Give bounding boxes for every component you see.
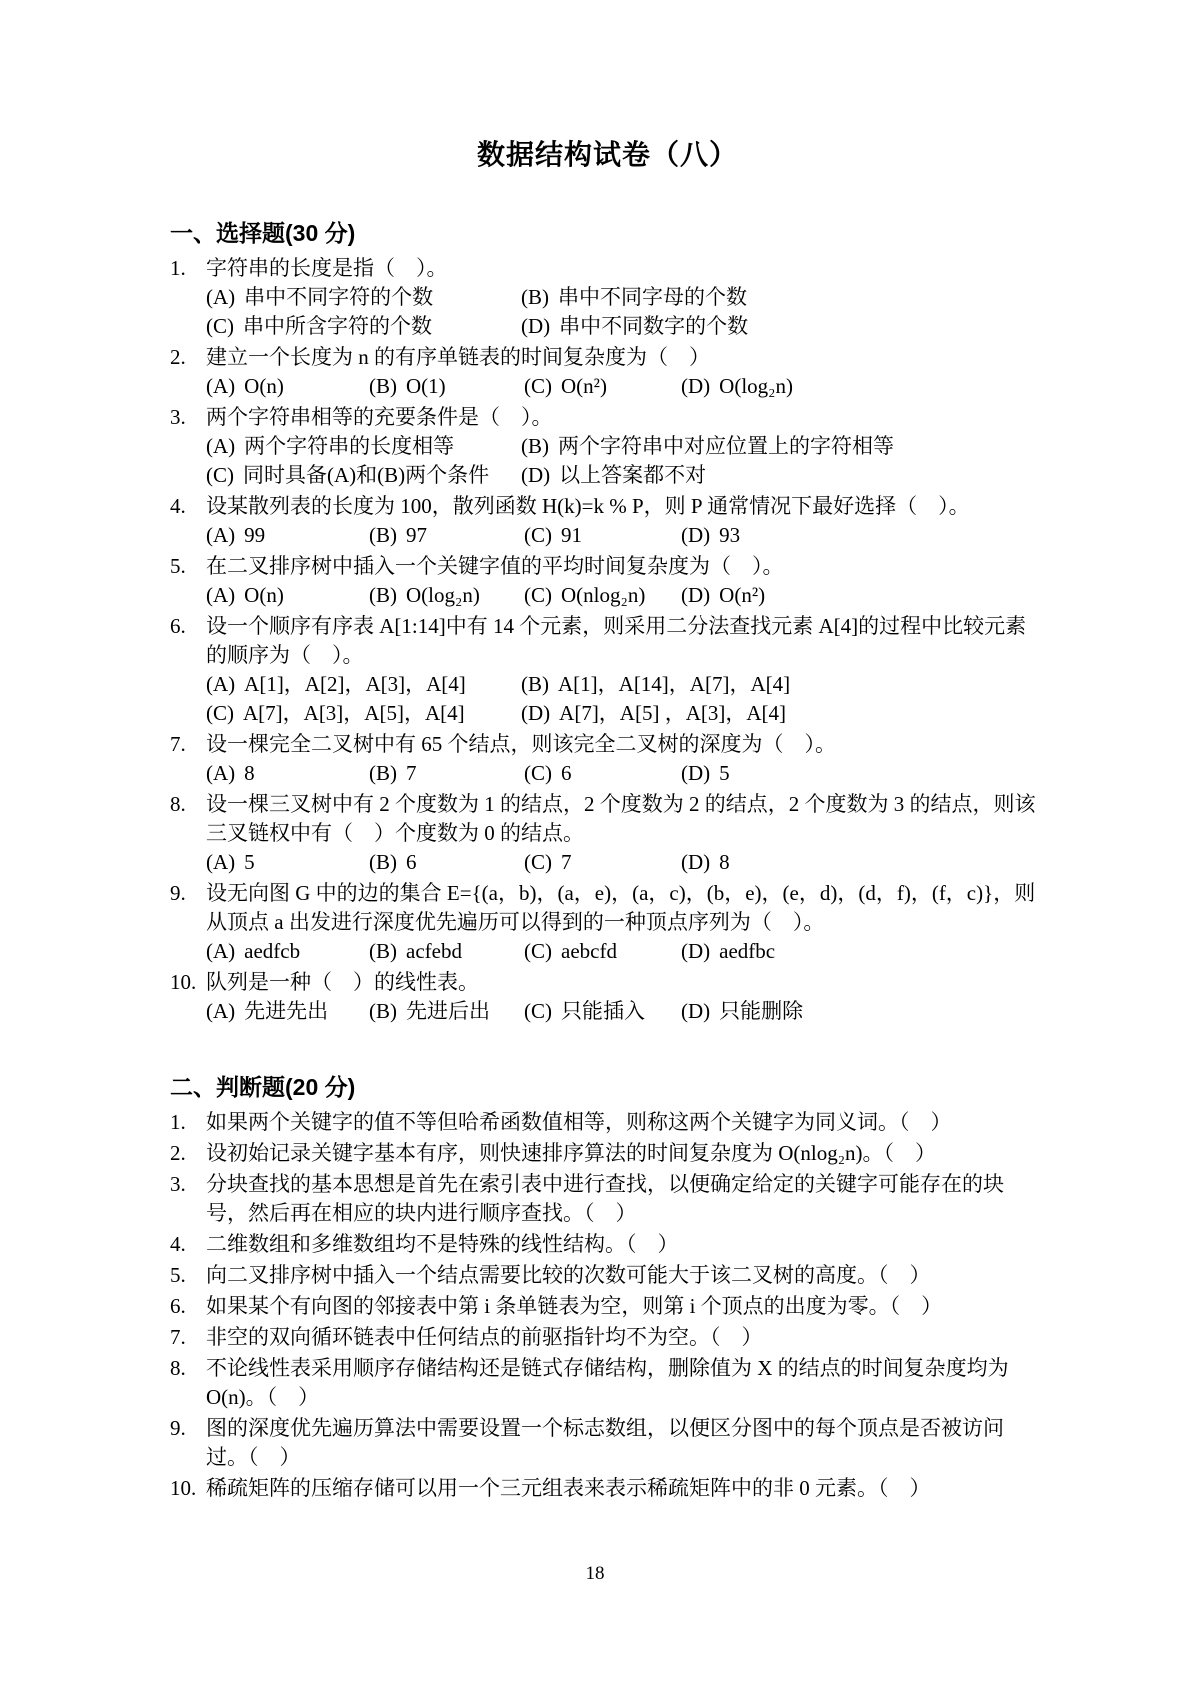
option-label: (B) [369, 850, 397, 874]
option-text: 串中所含字符的个数 [243, 314, 432, 338]
option-text: 97 [406, 523, 427, 547]
option-text: 同时具备(A)和(B)两个条件 [243, 463, 490, 487]
option-label: (A) [206, 583, 236, 607]
question-number: 10. [170, 970, 197, 994]
question-number: 1. [170, 1110, 186, 1134]
option [369, 997, 524, 1026]
question-text: 二维数组和多维数组均不是特殊的线性结构。（ ） [206, 1232, 679, 1256]
option-text: aebcfd [561, 939, 617, 963]
option-label: (B) [369, 374, 397, 398]
option-label: (D) [521, 463, 551, 487]
option-label: (B) [521, 285, 549, 309]
question-text: 设某散列表的长度为 100，散列函数 H(k)=k % P，则 P 通常情况下最好选择（ ）。 [206, 494, 970, 518]
option-text: 8 [719, 850, 730, 874]
option-label: (B) [521, 434, 549, 458]
option [681, 581, 1045, 610]
question-text: 字符串的长度是指（ ）。 [206, 256, 448, 280]
option-label: (C) [206, 701, 234, 725]
option-row [206, 699, 1045, 728]
option-label: (A) [206, 761, 236, 785]
option [524, 848, 681, 877]
option [521, 699, 1045, 728]
question [170, 1292, 1045, 1321]
question-text: 非空的双向循环链表中任何结点的前驱指针均不为空。（ ） [206, 1325, 763, 1349]
question-number: 6. [170, 1294, 186, 1318]
option-label: (A) [206, 939, 236, 963]
question-number: 10. [170, 1476, 197, 1500]
option-text: A[7]，A[3]，A[5]，A[4] [243, 701, 465, 725]
option-label: (A) [206, 374, 236, 398]
question-number: 2. [170, 345, 186, 369]
option-row [206, 461, 1045, 490]
question-number: 5. [170, 554, 186, 578]
option-text: 串中不同数字的个数 [559, 314, 749, 338]
option [369, 937, 524, 966]
question-body [206, 879, 1045, 966]
option-text: 5 [719, 761, 730, 785]
question-body [206, 492, 1045, 550]
section-multiple-choice [170, 219, 1045, 1026]
option-label: (D) [521, 314, 551, 338]
question-number: 2. [170, 1141, 186, 1165]
question-body [206, 1139, 1045, 1168]
option [206, 848, 369, 877]
option-label: (B) [369, 761, 397, 785]
option-row [206, 521, 1045, 550]
option-text: acfebd [406, 939, 462, 963]
question-body [206, 1474, 1045, 1503]
option [206, 699, 521, 728]
option [206, 759, 369, 788]
question-text: 分块查找的基本思想是首先在索引表中进行查找，以便确定给定的关键字可能存在的块号，然后再在相应的块内进行顺序查找。（ ） [206, 1172, 1004, 1225]
option [369, 372, 524, 401]
question-text: 建立一个长度为 n 的有序单链表的时间复杂度为（ ） [206, 345, 710, 369]
option [206, 937, 369, 966]
option-row [206, 848, 1045, 877]
question [170, 343, 1045, 401]
question-list-true-false [170, 1108, 1045, 1503]
question-number: 3. [170, 1172, 186, 1196]
option-text: O(n²) [561, 374, 607, 398]
question [170, 254, 1045, 341]
option-text: 5 [244, 850, 255, 874]
option-label: (C) [524, 761, 552, 785]
question-number: 3. [170, 405, 186, 429]
question [170, 1230, 1045, 1259]
option [521, 283, 1045, 312]
option-text: 先进先出 [244, 999, 329, 1023]
option-row [206, 670, 1045, 699]
option-text: 6 [561, 761, 572, 785]
option-row [206, 283, 1045, 312]
option-label: (C) [524, 850, 552, 874]
option-text: A[7]，A[5] ，A[3]，A[4] [559, 701, 787, 725]
option [521, 461, 1045, 490]
question [170, 1108, 1045, 1137]
option-label: (A) [206, 672, 236, 696]
option [206, 581, 369, 610]
question [170, 1323, 1045, 1352]
option [369, 581, 524, 610]
option-row [206, 581, 1045, 610]
page-number: 18 [585, 1563, 605, 1584]
option-label: (A) [206, 850, 236, 874]
option-label: (C) [524, 939, 552, 963]
option-label: (D) [681, 999, 711, 1023]
option [524, 372, 681, 401]
option [521, 670, 1045, 699]
section-true-false [170, 1073, 1045, 1503]
question-text: 在二叉排序树中插入一个关键字值的平均时间复杂度为（ ）。 [206, 554, 784, 578]
question-body [206, 1292, 1045, 1321]
question-body [206, 1323, 1045, 1352]
option-text: 7 [561, 850, 572, 874]
option [206, 670, 521, 699]
option-label: (B) [369, 583, 397, 607]
option-label: (D) [681, 523, 711, 547]
question-number: 9. [170, 1416, 186, 1440]
option-text: 以上答案都不对 [559, 463, 707, 487]
question [170, 879, 1045, 966]
question [170, 403, 1045, 490]
option-label: (D) [521, 701, 551, 725]
option-row [206, 372, 1045, 401]
option [369, 521, 524, 550]
option-label: (C) [206, 463, 234, 487]
option [681, 997, 1045, 1026]
option-text: 91 [561, 523, 582, 547]
option-text: 先进后出 [406, 999, 490, 1023]
question-body [206, 790, 1045, 877]
option-label: (D) [681, 374, 711, 398]
question-list-multiple-choice [170, 254, 1045, 1026]
option-text: aedfbc [719, 939, 776, 963]
option-text: A[1]，A[14]，A[7]，A[4] [558, 672, 791, 696]
question [170, 1414, 1045, 1472]
option-text: 两个字符串中对应位置上的字符相等 [558, 434, 894, 458]
question-text: 设无向图 G 中的边的集合 E={(a，b)，(a，e)，(a，c)，(b，e)，(e，d)，(d，f)，(f，c)}，则从顶点 a 出发进行深度优先遍历可以得到的一种顶点序列为（ ）。 [206, 881, 1036, 934]
option-text: O(log₂n) [406, 583, 480, 607]
option-text: 串中不同字符的个数 [244, 285, 434, 309]
question-number: 8. [170, 792, 186, 816]
option-text: O(n) [244, 583, 284, 607]
option [681, 937, 1045, 966]
question-number: 7. [170, 732, 186, 756]
option [206, 372, 369, 401]
question-number: 1. [170, 256, 186, 280]
question-number: 4. [170, 494, 186, 518]
option-label: (B) [521, 672, 549, 696]
question-text: 设一个顺序有序表 A[1:14]中有 14 个元素，则采用二分法查找元素 A[4]的过程中比较元素的顺序为（ ）。 [206, 614, 1027, 667]
option-label: (D) [681, 583, 711, 607]
option-label: (D) [681, 939, 711, 963]
option-label: (D) [681, 761, 711, 785]
question-text: 设一棵三叉树中有 2 个度数为 1 的结点，2 个度数为 2 的结点，2 个度数为 3 的结点，则该三叉链权中有（ ）个度数为 0 的结点。 [206, 792, 1036, 845]
option [681, 759, 1045, 788]
question-body [206, 968, 1045, 1026]
option [206, 283, 521, 312]
question-text: 设初始记录关键字基本有序，则快速排序算法的时间复杂度为 O(nlog₂n)。（ ） [206, 1141, 937, 1165]
page-content [170, 138, 1045, 1505]
question-body [206, 612, 1045, 728]
option-text: A[1]，A[2]，A[3]，A[4] [244, 672, 466, 696]
option-row [206, 937, 1045, 966]
question [170, 1170, 1045, 1228]
question-body [206, 552, 1045, 610]
question-body [206, 254, 1045, 341]
option [681, 848, 1045, 877]
option [524, 937, 681, 966]
option [206, 521, 369, 550]
question-body [206, 343, 1045, 401]
option-label: (A) [206, 434, 236, 458]
question [170, 730, 1045, 788]
question-body [206, 1354, 1045, 1412]
option [524, 581, 681, 610]
question-text: 队列是一种（ ）的线性表。 [206, 970, 479, 994]
option-text: O(1) [406, 374, 446, 398]
option-label: (C) [206, 314, 234, 338]
option-text: O(nlog₂n) [561, 583, 646, 607]
option [524, 521, 681, 550]
question-number: 7. [170, 1325, 186, 1349]
option-label: (B) [369, 523, 397, 547]
option-label: (A) [206, 285, 236, 309]
option [521, 432, 1045, 461]
question [170, 492, 1045, 550]
option-label: (C) [524, 583, 552, 607]
option [524, 997, 681, 1026]
option-text: 只能插入 [561, 999, 645, 1023]
question-body [206, 1108, 1045, 1137]
question-body [206, 1230, 1045, 1259]
option-text: O(log₂n) [719, 374, 793, 398]
option-text: 只能删除 [719, 999, 804, 1023]
question-text: 两个字符串相等的充要条件是（ ）。 [206, 405, 553, 429]
option-row [206, 432, 1045, 461]
question [170, 1261, 1045, 1290]
option-label: (A) [206, 523, 236, 547]
option-label: (C) [524, 999, 552, 1023]
option-row [206, 759, 1045, 788]
section-true-false-heading: 二、判断题(20 分) [170, 1074, 356, 1100]
question-text: 如果两个关键字的值不等但哈希函数值相等，则称这两个关键字为同义词。（ ） [206, 1110, 952, 1134]
option-text: 8 [244, 761, 255, 785]
option [369, 759, 524, 788]
option-text: O(n) [244, 374, 284, 398]
option-label: (B) [369, 939, 397, 963]
option-label: (B) [369, 999, 397, 1023]
question-text: 如果某个有向图的邻接表中第 i 条单链表为空，则第 i 个顶点的出度为零。（ ） [206, 1294, 943, 1318]
option-text: 两个字符串的长度相等 [244, 434, 455, 458]
option-label: (A) [206, 999, 236, 1023]
option-text: aedfcb [244, 939, 301, 963]
option-label: (C) [524, 523, 552, 547]
question-body [206, 1414, 1045, 1472]
question-body [206, 730, 1045, 788]
question-number: 4. [170, 1232, 186, 1256]
option-text: 串中不同字母的个数 [558, 285, 747, 309]
question [170, 968, 1045, 1026]
question-body [206, 403, 1045, 490]
section-multiple-choice-heading: 一、选择题(30 分) [170, 220, 356, 246]
question-text: 向二叉排序树中插入一个结点需要比较的次数可能大于该二叉树的高度。（ ） [206, 1263, 931, 1287]
question [170, 790, 1045, 877]
question-text: 图的深度优先遍历算法中需要设置一个标志数组，以便区分图中的每个顶点是否被访问过。（ ） [206, 1416, 1004, 1469]
question-body [206, 1170, 1045, 1228]
option-text: O(n²) [719, 583, 766, 607]
question [170, 612, 1045, 728]
option [206, 997, 369, 1026]
option [524, 759, 681, 788]
option-text: 93 [719, 523, 741, 547]
option-text: 6 [406, 850, 417, 874]
option-row [206, 312, 1045, 341]
question-number: 6. [170, 614, 186, 638]
question-text: 设一棵完全二叉树中有 65 个结点，则该完全二叉树的深度为（ ）。 [206, 732, 836, 756]
option-row [206, 997, 1045, 1026]
option [206, 312, 521, 341]
option-label: (C) [524, 374, 552, 398]
page-title: 数据结构试卷（八） [476, 139, 738, 170]
option [681, 521, 1045, 550]
question-text: 不论线性表采用顺序存储结构还是链式存储结构，删除值为 X 的结点的时间复杂度均为 O(n)。（ ） [206, 1356, 1009, 1409]
question [170, 552, 1045, 610]
option [681, 372, 1045, 401]
option-text: 99 [244, 523, 266, 547]
option [206, 461, 521, 490]
option [521, 312, 1045, 341]
option-text: 7 [406, 761, 417, 785]
option [206, 432, 521, 461]
question-text: 稀疏矩阵的压缩存储可以用一个三元组表来表示稀疏矩阵中的非 0 元素。（ ） [206, 1476, 931, 1500]
question [170, 1474, 1045, 1503]
question-number: 9. [170, 881, 186, 905]
question-body [206, 1261, 1045, 1290]
question [170, 1139, 1045, 1168]
question-number: 8. [170, 1356, 186, 1380]
question-number: 5. [170, 1263, 186, 1287]
question [170, 1354, 1045, 1412]
option-label: (D) [681, 850, 711, 874]
option [369, 848, 524, 877]
